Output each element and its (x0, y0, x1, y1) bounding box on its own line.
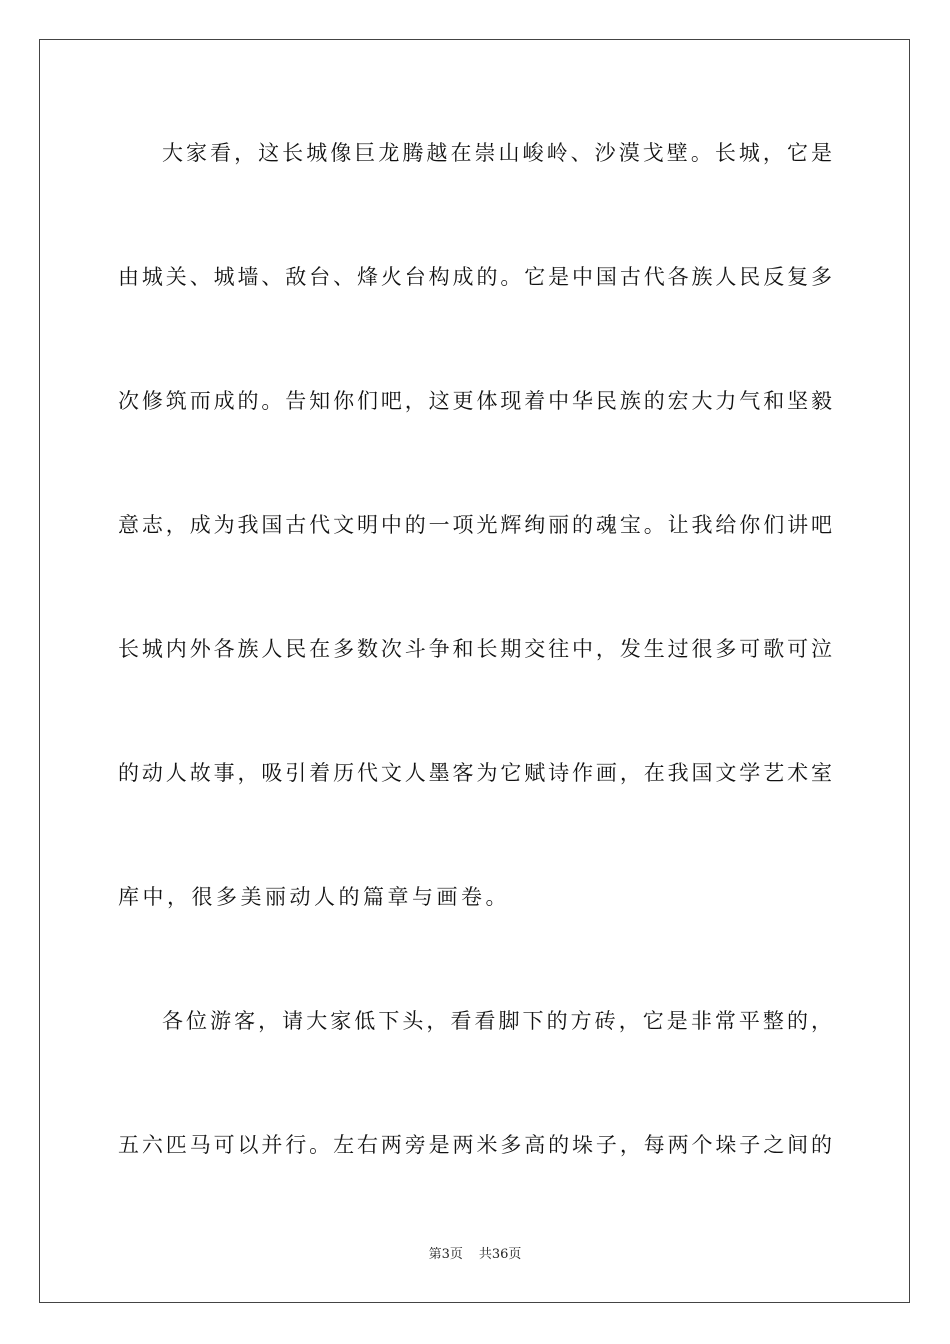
text-line-7: 库中，很多美丽动人的篇章与画卷。 (118, 885, 510, 909)
page-number: 第3页 (428, 1247, 463, 1262)
page-border (39, 39, 910, 1303)
text-line-3: 次修筑而成的。告知你们吧，这更体现着中华民族的宏大力气和坚毅 (118, 389, 832, 413)
text-line-2: 由城关、城墙、敌台、烽火台构成的。它是中国古代各族人民反复多 (118, 265, 832, 289)
text-line-5: 长城内外各族人民在多数次斗争和长期交往中，发生过很多可歌可泣 (118, 637, 832, 661)
page-footer (0, 1246, 950, 1264)
text-line-9: 五六匹马可以并行。左右两旁是两米多高的垛子，每两个垛子之间的 (118, 1133, 832, 1157)
page-total: 共36页 (478, 1247, 522, 1262)
text-line-8: 各位游客，请大家低下头，看看脚下的方砖，它是非常平整的， (162, 1009, 832, 1033)
text-line-4: 意志，成为我国古代文明中的一项光辉绚丽的魂宝。让我给你们讲吧 (118, 513, 832, 537)
text-line-1: 大家看，这长城像巨龙腾越在崇山峻岭、沙漠戈壁。长城，它是 (162, 141, 832, 165)
text-line-6: 的动人故事，吸引着历代文人墨客为它赋诗作画，在我国文学艺术室 (118, 761, 832, 785)
